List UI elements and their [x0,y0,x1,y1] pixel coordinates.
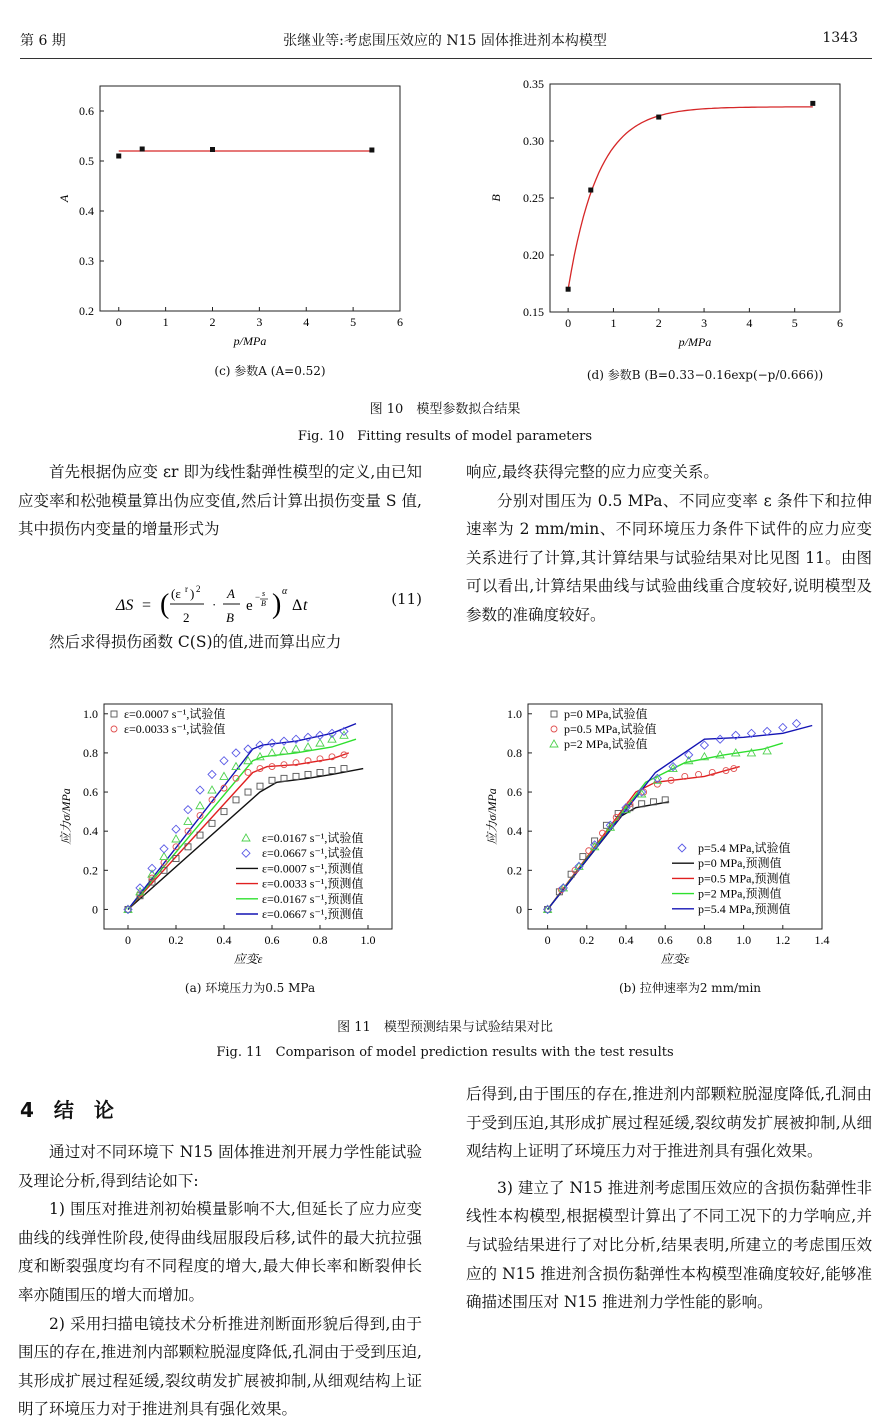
data-point [551,711,557,717]
x-tick-label: 5 [350,315,357,329]
x-tick-label: 0.4 [618,933,634,947]
issue-number: 第 6 期 [20,33,66,49]
legend-label: p=0.5 MPa,试验值 [564,722,657,736]
y-tick-label: 0.4 [79,204,94,218]
svg-text:−: − [255,592,261,602]
data-point [208,770,216,778]
data-point [196,802,204,809]
y-tick-label: 0.20 [523,248,544,262]
data-point [280,737,288,745]
subcaption-11b: (b) 拉伸速率为2 mm/min [618,981,762,995]
data-point [116,154,121,159]
data-point [148,864,156,872]
plot-frame [550,84,840,312]
data-point [269,777,275,783]
x-tick-label: 1 [610,316,617,330]
left-column-top [18,458,422,544]
y-tick-label: 0.6 [83,785,98,800]
x-tick-label: 5 [791,316,798,330]
fig10-caption-en: Fig. 10 Fitting results of model parameters [297,429,593,444]
svg-text:s: s [262,589,266,598]
x-tick-label: 1 [162,315,169,329]
conclusion-left-column [18,1138,422,1419]
y-tick-label: 0.4 [83,824,98,839]
chart-fig11a [56,694,406,984]
data-point [220,772,228,779]
x-tick-label: 0.2 [168,933,184,947]
svg-text:Δ: Δ [292,597,303,614]
legend-label: ε=0.0007 s⁻¹,预测值 [262,861,364,876]
data-point [317,769,323,775]
svg-text:=: = [142,597,152,614]
chart-fig10d [460,74,860,374]
y-tick-label: 0.2 [79,304,94,318]
legend-label: ε=0.0667 s⁻¹,试验值 [262,846,364,861]
running-title: 张继业等:考虑围压效应的 N15 固体推进剂本构模型 [283,33,607,49]
svg-text:ΔS: ΔS [116,597,134,614]
conclusion-right-column [466,1080,872,1317]
legend-label: p=5.4 MPa,预测值 [698,901,791,916]
x-tick-label: 3 [256,315,263,329]
plot-frame [100,86,400,311]
x-tick-label: 1.0 [360,933,376,947]
data-point [242,849,250,857]
data-point [160,845,168,853]
data-point [172,835,180,842]
data-point [245,789,251,795]
data-point [341,766,347,772]
data-point [810,101,815,106]
y-axis-label: 应力σ/MPa [59,788,73,845]
y-tick-label: 0.3 [79,254,94,268]
y-tick-label: 0.8 [83,745,98,760]
data-point [700,741,708,749]
paragraph: 然后求得损伤函数 C(S)的值,进而算出应力 [49,633,342,651]
paragraph: 通过对不同环境下 N15 固体推进剂开展力学性能试验及理论分析,得到结论如下: [18,1143,422,1190]
equation-11 [18,578,422,630]
x-tick-label: 0 [115,315,122,329]
svg-text:t: t [303,597,308,614]
data-point [293,773,299,779]
x-tick-label: 0.2 [579,933,595,947]
y-axis-label: A [57,194,71,203]
data-point [305,771,311,777]
x-tick-label: 0 [565,316,572,330]
paragraph: 响应,最终获得完整的应力应变关系。 [466,463,719,481]
subcaption-11a: (a) 环境压力为0.5 MPa [184,981,316,995]
data-point [220,757,228,765]
svg-text:e: e [246,598,253,614]
svg-text:): ) [272,589,282,620]
left-column-after-eq [18,628,422,657]
y-tick-label: 0.5 [79,154,94,168]
legend-label: ε=0.0033 s⁻¹,预测值 [262,876,364,891]
data-point [588,188,593,193]
chart-fig10c [30,76,420,376]
x-tick-label: 0.6 [264,933,280,947]
svg-text:(ε: (ε [171,586,181,601]
data-point [779,723,787,731]
data-point [140,147,145,152]
data-point [369,148,374,153]
subcaption-10c: (c) 参数A (A=0.52) [214,364,326,378]
section-title-conclusion: 4 结 论 [20,1098,114,1122]
paragraph: 1) 围压对推进剂初始模量影响不大,但延长了应力应变曲线的线弹性阶段,使得曲线屈服段后移,试件的最大抗拉强度和断裂强度均有不同程度的增大,最大伸长率和断裂伸长率亦随围压的增大而增加。 [18,1200,422,1304]
data-point [566,287,571,292]
data-point [172,825,180,833]
svg-text:): ) [190,586,195,601]
y-tick-label: 0.2 [507,863,522,878]
x-axis-label: p/MPa [678,335,712,349]
x-tick-label: 6 [397,315,403,329]
right-column-top [466,458,872,630]
series-line [548,802,670,910]
x-tick-label: 0.8 [696,933,712,947]
data-point [678,844,686,852]
y-tick-label: 0 [92,902,98,917]
x-tick-label: 2 [209,315,216,329]
legend-label: ε=0.0167 s⁻¹,预测值 [262,891,364,906]
x-tick-label: 4 [746,316,753,330]
legend-label: p=5.4 MPa,试验值 [698,841,791,855]
paragraph: 2) 采用扫描电镜技术分析推进剂断面形貌后得到,由于围压的存在,推进剂内部颗粒脱湿度降低,孔洞由于受到压迫,其形成扩展过程延缓,裂纹萌发扩展被抑制,从细观结构上证明了环境压力对于推进剂具有强化效果。 [18,1314,422,1419]
svg-text:r: r [185,584,188,594]
data-point [316,739,324,746]
data-point [304,743,312,750]
x-tick-label: 6 [837,316,843,330]
svg-text:α: α [282,586,288,597]
data-point [550,740,558,747]
data-point [793,720,801,728]
y-tick-label: 1.0 [83,706,98,721]
subcaption-10d: (d) 参数B (B=0.33−0.16exp(−p/0.666)) [586,368,824,382]
legend-label: ε=0.0007 s⁻¹,试验值 [124,707,226,721]
data-point [656,115,661,120]
equation-formula [18,578,422,630]
svg-text:·: · [212,597,217,612]
legend-label: p=0 MPa,试验值 [564,707,648,721]
paragraph: 后得到,由于围压的存在,推进剂内部颗粒脱湿度降低,孔洞由于受到压迫,其形成扩展过程延缓,裂纹萌发扩展被抑制,从细观结构上证明了环境压力对于推进剂具有强化效果。 [466,1085,872,1161]
x-tick-label: 2 [655,316,662,330]
svg-text:2: 2 [183,610,190,625]
svg-text:A: A [227,586,235,601]
svg-text:2: 2 [196,584,201,594]
y-tick-label: 0.35 [523,77,544,91]
x-axis-label: 应变ε [660,952,690,966]
y-tick-label: 0.4 [507,824,522,839]
x-tick-label: 1.0 [736,933,752,947]
y-axis-label: B [489,194,503,202]
x-tick-label: 0 [544,933,551,947]
chart-fig11b [482,694,842,984]
x-tick-label: 0.4 [216,933,232,947]
data-point [242,834,250,841]
legend-label: ε=0.0167 s⁻¹,试验值 [262,831,364,845]
svg-text:(: ( [160,589,170,620]
x-tick-label: 3 [701,316,708,330]
y-tick-label: 0.6 [79,104,94,118]
x-tick-label: 1.2 [775,933,791,947]
data-point [328,735,336,742]
y-tick-label: 0.15 [523,305,544,319]
data-point [257,783,263,789]
x-axis-label: 应变ε [233,952,263,966]
legend-label: p=0 MPa,预测值 [698,856,782,871]
data-point [196,786,204,794]
fit-curve [568,107,813,289]
x-tick-label: 0.6 [657,933,673,947]
x-tick-label: 4 [303,315,310,329]
x-axis-label: p/MPa [233,334,267,348]
x-tick-label: 0.8 [312,933,328,947]
y-axis-label: 应力σ/MPa [485,788,499,845]
header-rule [20,58,872,59]
legend-label: p=2 MPa,预测值 [698,886,782,901]
y-tick-label: 1.0 [507,706,522,721]
data-point [210,147,215,152]
data-point [221,809,227,815]
data-point [184,806,192,814]
data-point [233,797,239,803]
y-tick-label: 0.6 [507,785,522,800]
y-tick-label: 0.30 [523,134,544,148]
page-number: 1343 [822,30,858,46]
x-tick-label: 1.4 [814,933,830,947]
paragraph: 首先根据伪应变 εr 即为线性黏弹性模型的定义,由已知应变率和松弛模量算出伪应变值,然后计算出损伤变量 S 值,其中损伤内变量的增量形式为 [18,463,422,539]
paragraph: 分别对围压为 0.5 MPa、不同应变率 ε 条件下和拉伸速率为 2 mm/min、不同环境压力条件下试件的应力应变关系进行了计算,其计算结果与试验结果对比见图 11。由图可以看出,计算结果曲线与试验曲线重合度较好,说明模型及参数的准确度较好。 [466,491,872,624]
fig11-caption-cn: 图 11 模型预测结果与试验结果对比 [337,1020,553,1035]
y-tick-label: 0.25 [523,191,544,205]
data-point [280,747,288,754]
data-point [184,817,192,824]
legend-label: p=0.5 MPa,预测值 [698,871,791,886]
y-tick-label: 0.2 [83,863,98,878]
paragraph: 3) 建立了 N15 推进剂考虑围压效应的含损伤黏弹性非线性本构模型,根据模型计算出了不同工况下的力学响应,并与试验结果进行了对比分析,结果表明,所建立的考虑围压效应的 N15 推进剂含损伤黏弹性本构模型准确度较好,能够准确描述围压对 N15 推进剂力学性能的影响。 [466,1178,872,1312]
data-point [551,726,557,732]
fig11-caption-en: Fig. 11 Comparison of model prediction results with the test results [216,1045,674,1060]
data-point [111,711,117,717]
y-tick-label: 0.8 [507,745,522,760]
data-point [111,726,117,732]
data-point [209,820,215,826]
equation-number: (11) [391,590,422,608]
data-point [329,768,335,774]
x-tick-label: 0 [125,933,131,947]
legend-label: p=2 MPa,试验值 [564,737,648,751]
data-point [292,745,300,752]
data-point [245,769,251,775]
legend-label: ε=0.0033 s⁻¹,试验值 [124,722,226,736]
data-point [208,786,216,793]
svg-text:B: B [226,610,234,625]
fig10-caption-cn: 图 10 模型参数拟合结果 [369,402,521,417]
data-point [232,749,240,757]
legend-label: ε=0.0667 s⁻¹,预测值 [262,907,364,921]
y-tick-label: 0 [516,902,522,917]
svg-text:B: B [261,599,266,608]
